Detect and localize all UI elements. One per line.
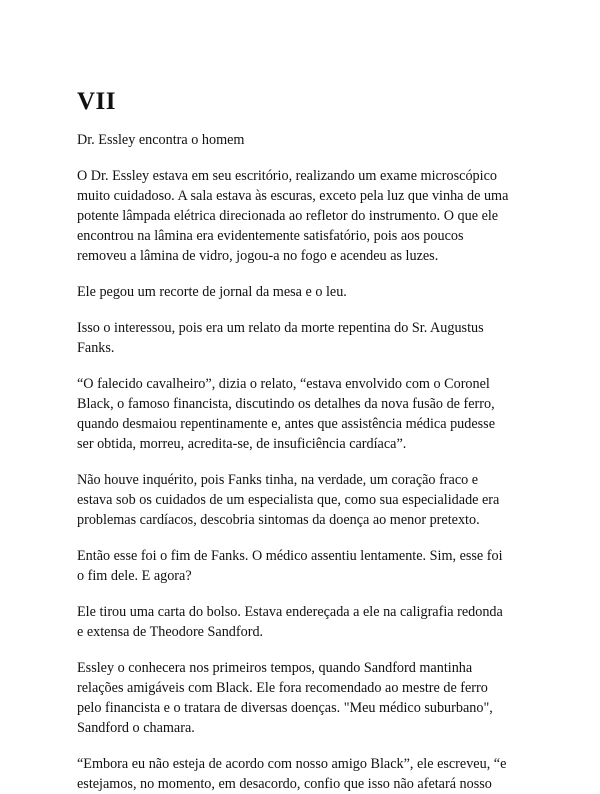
text-line: estava sob os cuidados de um especialista que, como sua especialidade era: [77, 492, 500, 508]
text-line: pelo financista e o tratara de diversas doenças. "Meu médico suburbano",: [77, 700, 493, 716]
document-page: [77, 88, 527, 794]
text-line: Fanks.: [77, 340, 115, 356]
chapter-heading: VII: [77, 88, 117, 115]
text-line: “Embora eu não esteja de acordo com nosso amigo Black”, ele escreveu, “e: [77, 756, 507, 772]
text-line: encontrou na lâmina era evidentemente satisfatório, pois aos poucos: [77, 228, 464, 244]
text-line: ser obtida, morreu, acredita-se, de insuficiência cardíaca”.: [77, 436, 407, 452]
paragraph: [77, 546, 527, 586]
text-line: Ele pegou um recorte de jornal da mesa e o leu.: [77, 284, 347, 300]
text-line: muito cuidadoso. A sala estava às escuras, exceto pela luz que vinha de uma: [77, 188, 509, 204]
text-line: e extensa de Theodore Sandford.: [77, 624, 264, 640]
text-line: O Dr. Essley estava em seu escritório, realizando um exame microscópico: [77, 168, 497, 184]
text-line: “O falecido cavalheiro”, dizia o relato, “estava envolvido com o Coronel: [77, 376, 490, 392]
text-line: Não houve inquérito, pois Fanks tinha, na verdade, um coração fraco e: [77, 472, 479, 488]
paragraph: [77, 166, 527, 266]
text-line: Ele tirou uma carta do bolso. Estava endereçada a ele na caligrafia redonda: [77, 604, 503, 620]
text-line: removeu a lâmina de vidro, jogou-a no fogo e acendeu as luzes.: [77, 248, 439, 264]
text-line: Isso o interessou, pois era um relato da morte repentina do Sr. Augustus: [77, 320, 484, 336]
paragraph: [77, 754, 527, 794]
text-line: relações amigáveis com Black. Ele fora recomendado ao mestre de ferro: [77, 680, 488, 696]
text-line: Black, o famoso financista, discutindo os detalhes da nova fusão de ferro,: [77, 396, 495, 412]
paragraph: [77, 318, 527, 358]
paragraph: [77, 658, 527, 738]
text-line: Então esse foi o fim de Fanks. O médico assentiu lentamente. Sim, esse foi: [77, 548, 503, 564]
text-line: problemas cardíacos, descobria sintomas da doença ao menor pretexto.: [77, 512, 480, 528]
text-line: o fim dele. E agora?: [77, 568, 192, 584]
paragraph: [77, 282, 527, 302]
text-line: quando desmaiou repentinamente e, antes que assistência médica pudesse: [77, 416, 495, 432]
paragraph: [77, 470, 527, 530]
text-line: potente lâmpada elétrica direcionada ao refletor do instrumento. O que ele: [77, 208, 499, 224]
paragraph: [77, 602, 527, 642]
paragraph: [77, 374, 527, 454]
text-line: Sandford o chamara.: [77, 720, 195, 736]
text-line: Essley o conhecera nos primeiros tempos, quando Sandford mantinha: [77, 660, 473, 676]
text-line: estejamos, no momento, em desacordo, confio que isso não afetará nosso: [77, 776, 492, 792]
chapter-subtitle: Dr. Essley encontra o homem: [77, 132, 245, 148]
